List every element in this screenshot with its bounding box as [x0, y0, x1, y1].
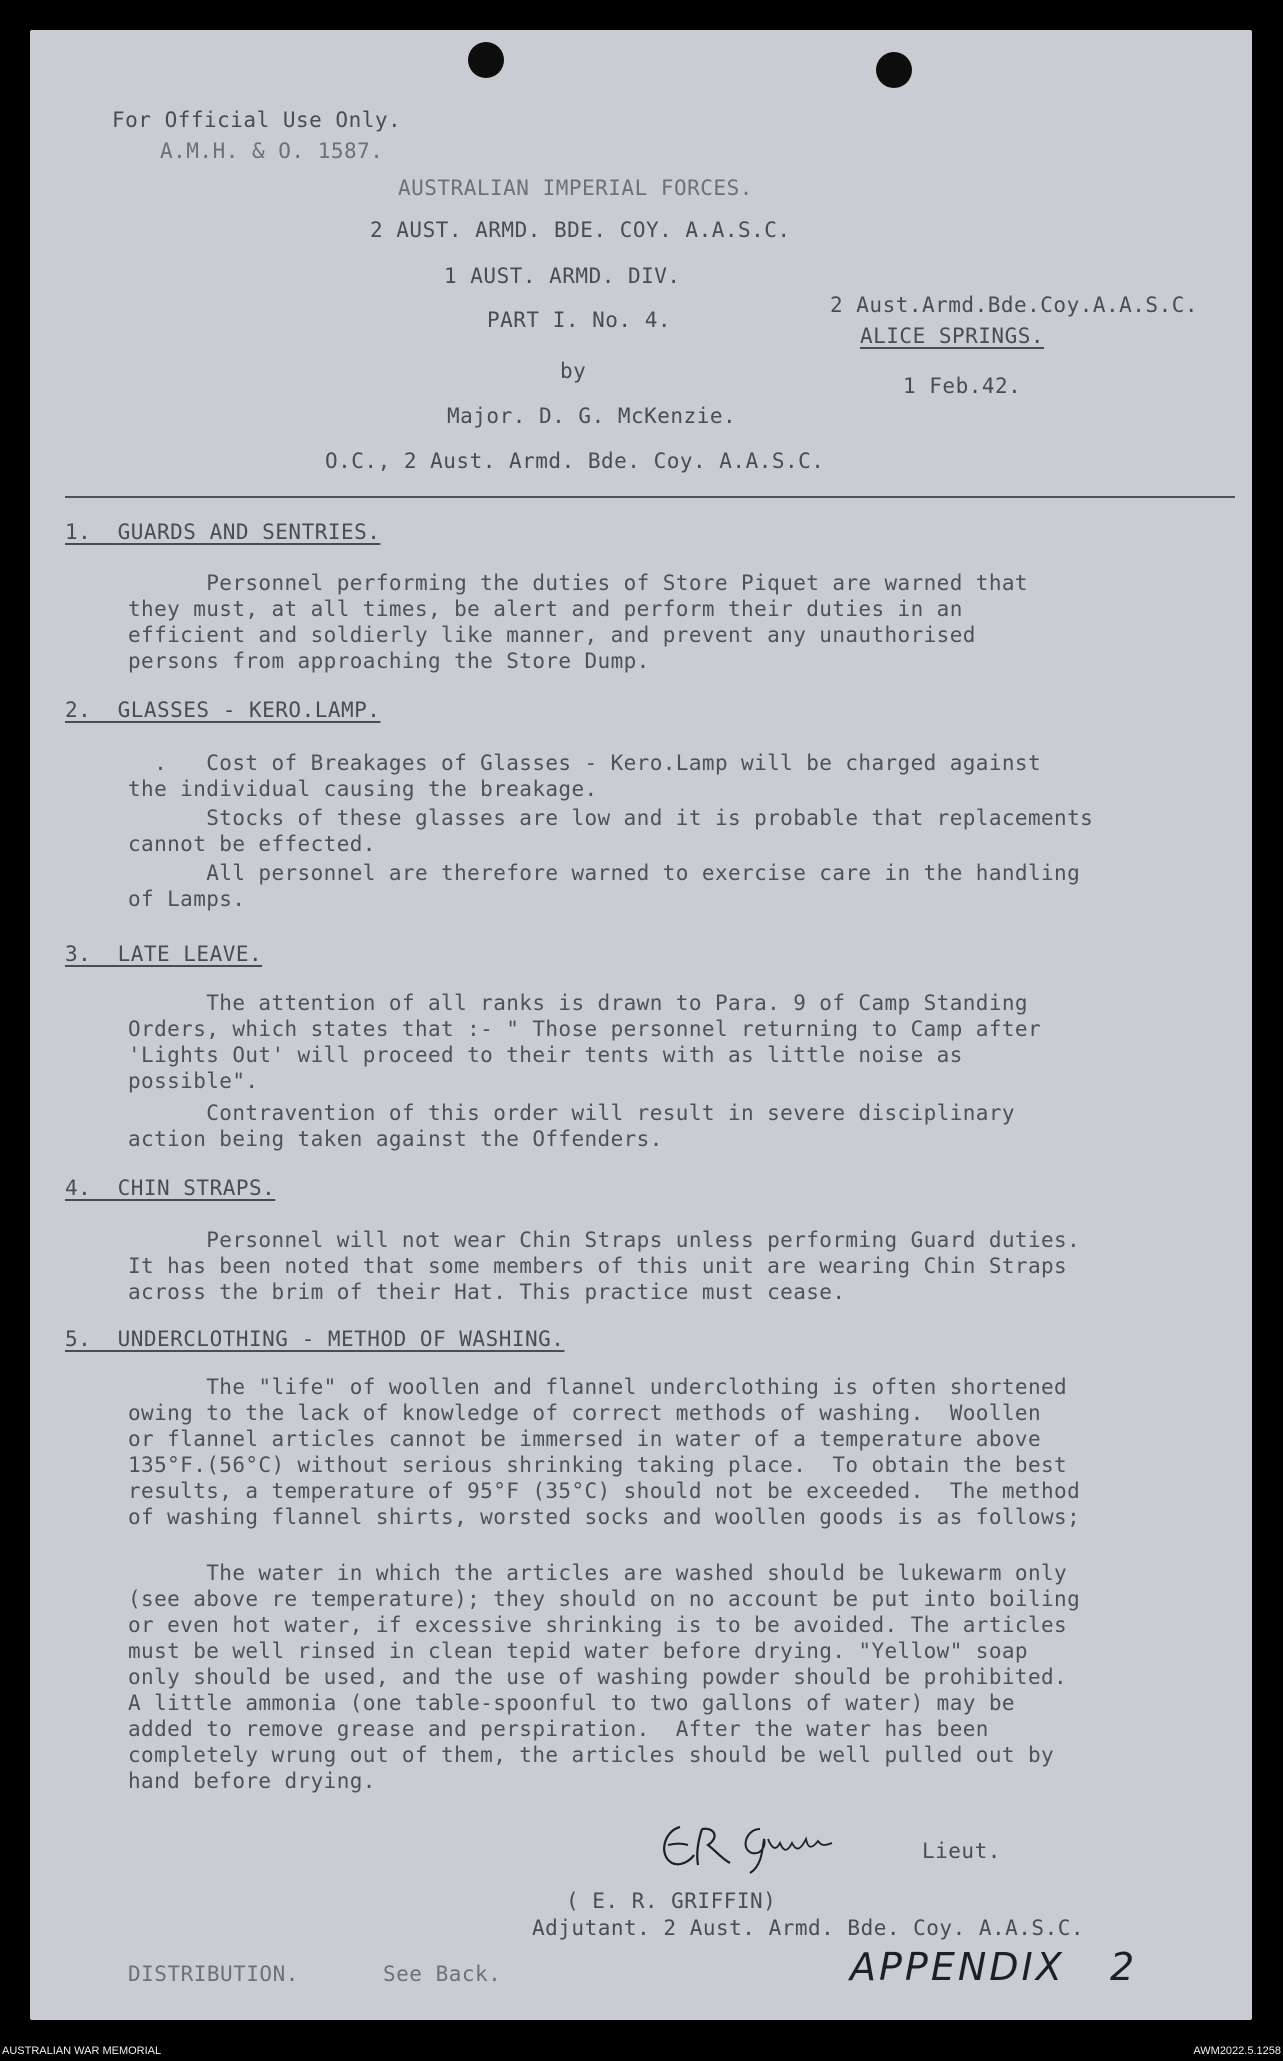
body-line: must be well rinsed in clean tepid water before drying. "Yellow" soap — [128, 1639, 1028, 1663]
punch-hole — [468, 42, 504, 78]
body-line: All personnel are therefore warned to exercise care in the handling — [128, 861, 1081, 885]
section-heading: 5. UNDERCLOTHING - METHOD OF WASHING. — [65, 1327, 565, 1351]
body-line: or flannel articles cannot be immersed in water of a temperature above — [128, 1427, 1042, 1451]
body-line: 135°F.(56°C) without serious shrinking taking place. To obtain the best — [128, 1453, 1068, 1477]
officer-name: Major. D. G. McKenzie. — [447, 404, 737, 428]
body-line: Personnel will not wear Chin Straps unless performing Guard duties. — [128, 1228, 1081, 1252]
side-unit: 2 Aust.Armd.Bde.Coy.A.A.S.C. — [830, 293, 1199, 317]
body-line: of washing flannel shirts, worsted socks and woollen goods is as follows; — [128, 1505, 1081, 1529]
header-divider — [65, 496, 1235, 498]
body-line: the individual causing the breakage. — [128, 777, 598, 801]
body-line: only should be used, and the use of washing powder should be prohibited. — [128, 1665, 1068, 1689]
division-title: 1 AUST. ARMD. DIV. — [444, 264, 681, 288]
body-line: action being taken against the Offenders. — [128, 1127, 663, 1151]
official-use-label: For Official Use Only. — [112, 108, 402, 132]
body-line: It has been noted that some members of this unit are wearing Chin Straps — [128, 1254, 1068, 1278]
body-line: hand before drying. — [128, 1769, 376, 1793]
body-line: they must, at all times, be alert and perform their duties in an — [128, 597, 963, 621]
distribution-value: See Back. — [383, 1962, 502, 1986]
body-line: The "life" of woollen and flannel underclothing is often shortened — [128, 1375, 1068, 1399]
footer-institution: AUSTRALIAN WAR MEMORIAL — [2, 2045, 162, 2057]
officer-title: O.C., 2 Aust. Armd. Bde. Coy. A.A.S.C. — [325, 449, 825, 473]
body-line: A little ammonia (one table-spoonful to two gallons of water) may be — [128, 1691, 1015, 1715]
body-line: across the brim of their Hat. This practice must cease. — [128, 1280, 846, 1304]
body-line: The attention of all ranks is drawn to Para. 9 of Camp Standing — [128, 991, 1028, 1015]
signatory-name: ( E. R. GRIFFIN) — [566, 1889, 777, 1913]
part-number: PART I. No. 4. — [487, 308, 672, 332]
section-heading: 4. CHIN STRAPS. — [65, 1176, 276, 1200]
body-line: of Lamps. — [128, 887, 246, 911]
body-line: persons from approaching the Store Dump. — [128, 649, 650, 673]
body-line: efficient and soldierly like manner, and prevent any unauthorised — [128, 623, 976, 647]
signatory-rank: Lieut. — [922, 1839, 1001, 1863]
side-date: 1 Feb.42. — [903, 374, 1022, 398]
section-heading: 3. LATE LEAVE. — [65, 942, 263, 966]
body-line: cannot be effected. — [128, 832, 376, 856]
body-line: . Cost of Breakages of Glasses - Kero.Lamp will be charged against — [128, 751, 1042, 775]
distribution-label: DISTRIBUTION. — [128, 1962, 299, 1986]
section-heading: 1. GUARDS AND SENTRIES. — [65, 520, 381, 544]
body-line: Personnel performing the duties of Store Piquet are warned that — [128, 571, 1028, 595]
side-place: ALICE SPRINGS. — [860, 324, 1045, 348]
body-line: Orders, which states that :- " Those personnel returning to Camp after — [128, 1017, 1042, 1041]
body-line: Contravention of this order will result in severe disciplinary — [128, 1101, 1015, 1125]
body-line: or even hot water, if excessive shrinking is to be avoided. The articles — [128, 1613, 1068, 1637]
handwritten-appendix-note: APPENDIX 2 — [850, 1945, 1138, 1989]
body-line: 'Lights Out' will proceed to their tents with as little noise as — [128, 1043, 963, 1067]
body-line: owing to the lack of knowledge of correct methods of washing. Woollen — [128, 1401, 1042, 1425]
signatory-appointment: Adjutant. 2 Aust. Armd. Bde. Coy. A.A.S.C. — [532, 1916, 1085, 1940]
footer-accession-number: AWM2022.5.1258 — [1193, 2045, 1281, 2057]
body-line: (see above re temperature); they should on no account be put into boiling — [128, 1587, 1081, 1611]
by-label: by — [560, 359, 587, 383]
force-title: AUSTRALIAN IMPERIAL FORCES. — [398, 176, 753, 200]
handwritten-signature — [650, 1815, 880, 1875]
section-heading: 2. GLASSES - KERO.LAMP. — [65, 698, 381, 722]
unit-title: 2 AUST. ARMD. BDE. COY. A.A.S.C. — [370, 218, 791, 242]
body-line: possible". — [128, 1069, 259, 1093]
body-line: completely wrung out of them, the articles should be well pulled out by — [128, 1743, 1055, 1767]
body-line: added to remove grease and perspiration. After the water has been — [128, 1717, 989, 1741]
body-line: results, a temperature of 95°F (35°C) should not be exceeded. The method — [128, 1479, 1081, 1503]
body-line: Stocks of these glasses are low and it is probable that replacements — [128, 806, 1094, 830]
body-line: The water in which the articles are washed should be lukewarm only — [128, 1561, 1068, 1585]
punch-hole — [876, 52, 912, 88]
form-reference: A.M.H. & O. 1587. — [160, 139, 384, 163]
